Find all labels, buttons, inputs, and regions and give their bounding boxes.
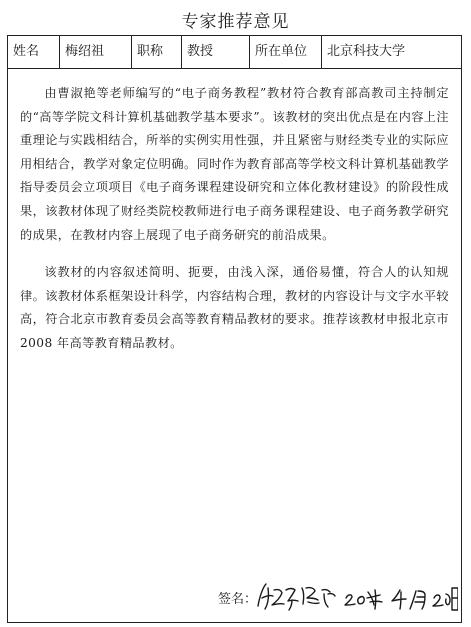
- unit-value: 北京科技大学: [327, 44, 406, 59]
- signature-area: [218, 576, 458, 616]
- info-header-row: [8, 36, 461, 69]
- page-title: 专家推荐意见: [181, 12, 290, 32]
- opinion-body: [20, 82, 449, 370]
- signature-label: 签名：: [218, 592, 258, 607]
- opinion-paragraph-1: 由曹淑艳等老师编写的“电子商务教程”教材符合教育部高教司主持制定的“高等学院文科计算机基础教学基本要求”。该教材的突出优点是在内容上注重理论与实践相结合，所举的实例实用性强，并且紧密与财经类专业的实际应用相结合，教学对象定位明确。同时作为教育部高等学校文科计算机基础教学指导委员会立项项目《电子商务课程建设研究和立体化教材建设》的阶段性成果，该教材体现了财经类院校教师进行电子商务课程建设、电子商务教学研究的成果，在教材内容上展现了电子商务研究的前沿成果。: [20, 86, 449, 242]
- opinion-paragraph-2: 该教材的内容叙述简明、扼要，由浅入深，通俗易懂，符合人的认知规律。该教材体系框架设计科学，内容结构合理，教材的内容设计与文字水平较高，符合北京市教育委员会高等教育精品教材的要求。推荐该教材申报北京市 2008 年高等教育精品教材。: [20, 265, 449, 350]
- title-value: 教授: [182, 36, 250, 68]
- name-value: 梅绍祖: [60, 36, 132, 68]
- handwritten-signature: [218, 576, 458, 616]
- name-label: 姓名: [8, 36, 60, 68]
- unit-label: 所在单位: [250, 36, 322, 68]
- recommendation-form: [7, 35, 462, 623]
- title-label: 职称: [132, 36, 182, 68]
